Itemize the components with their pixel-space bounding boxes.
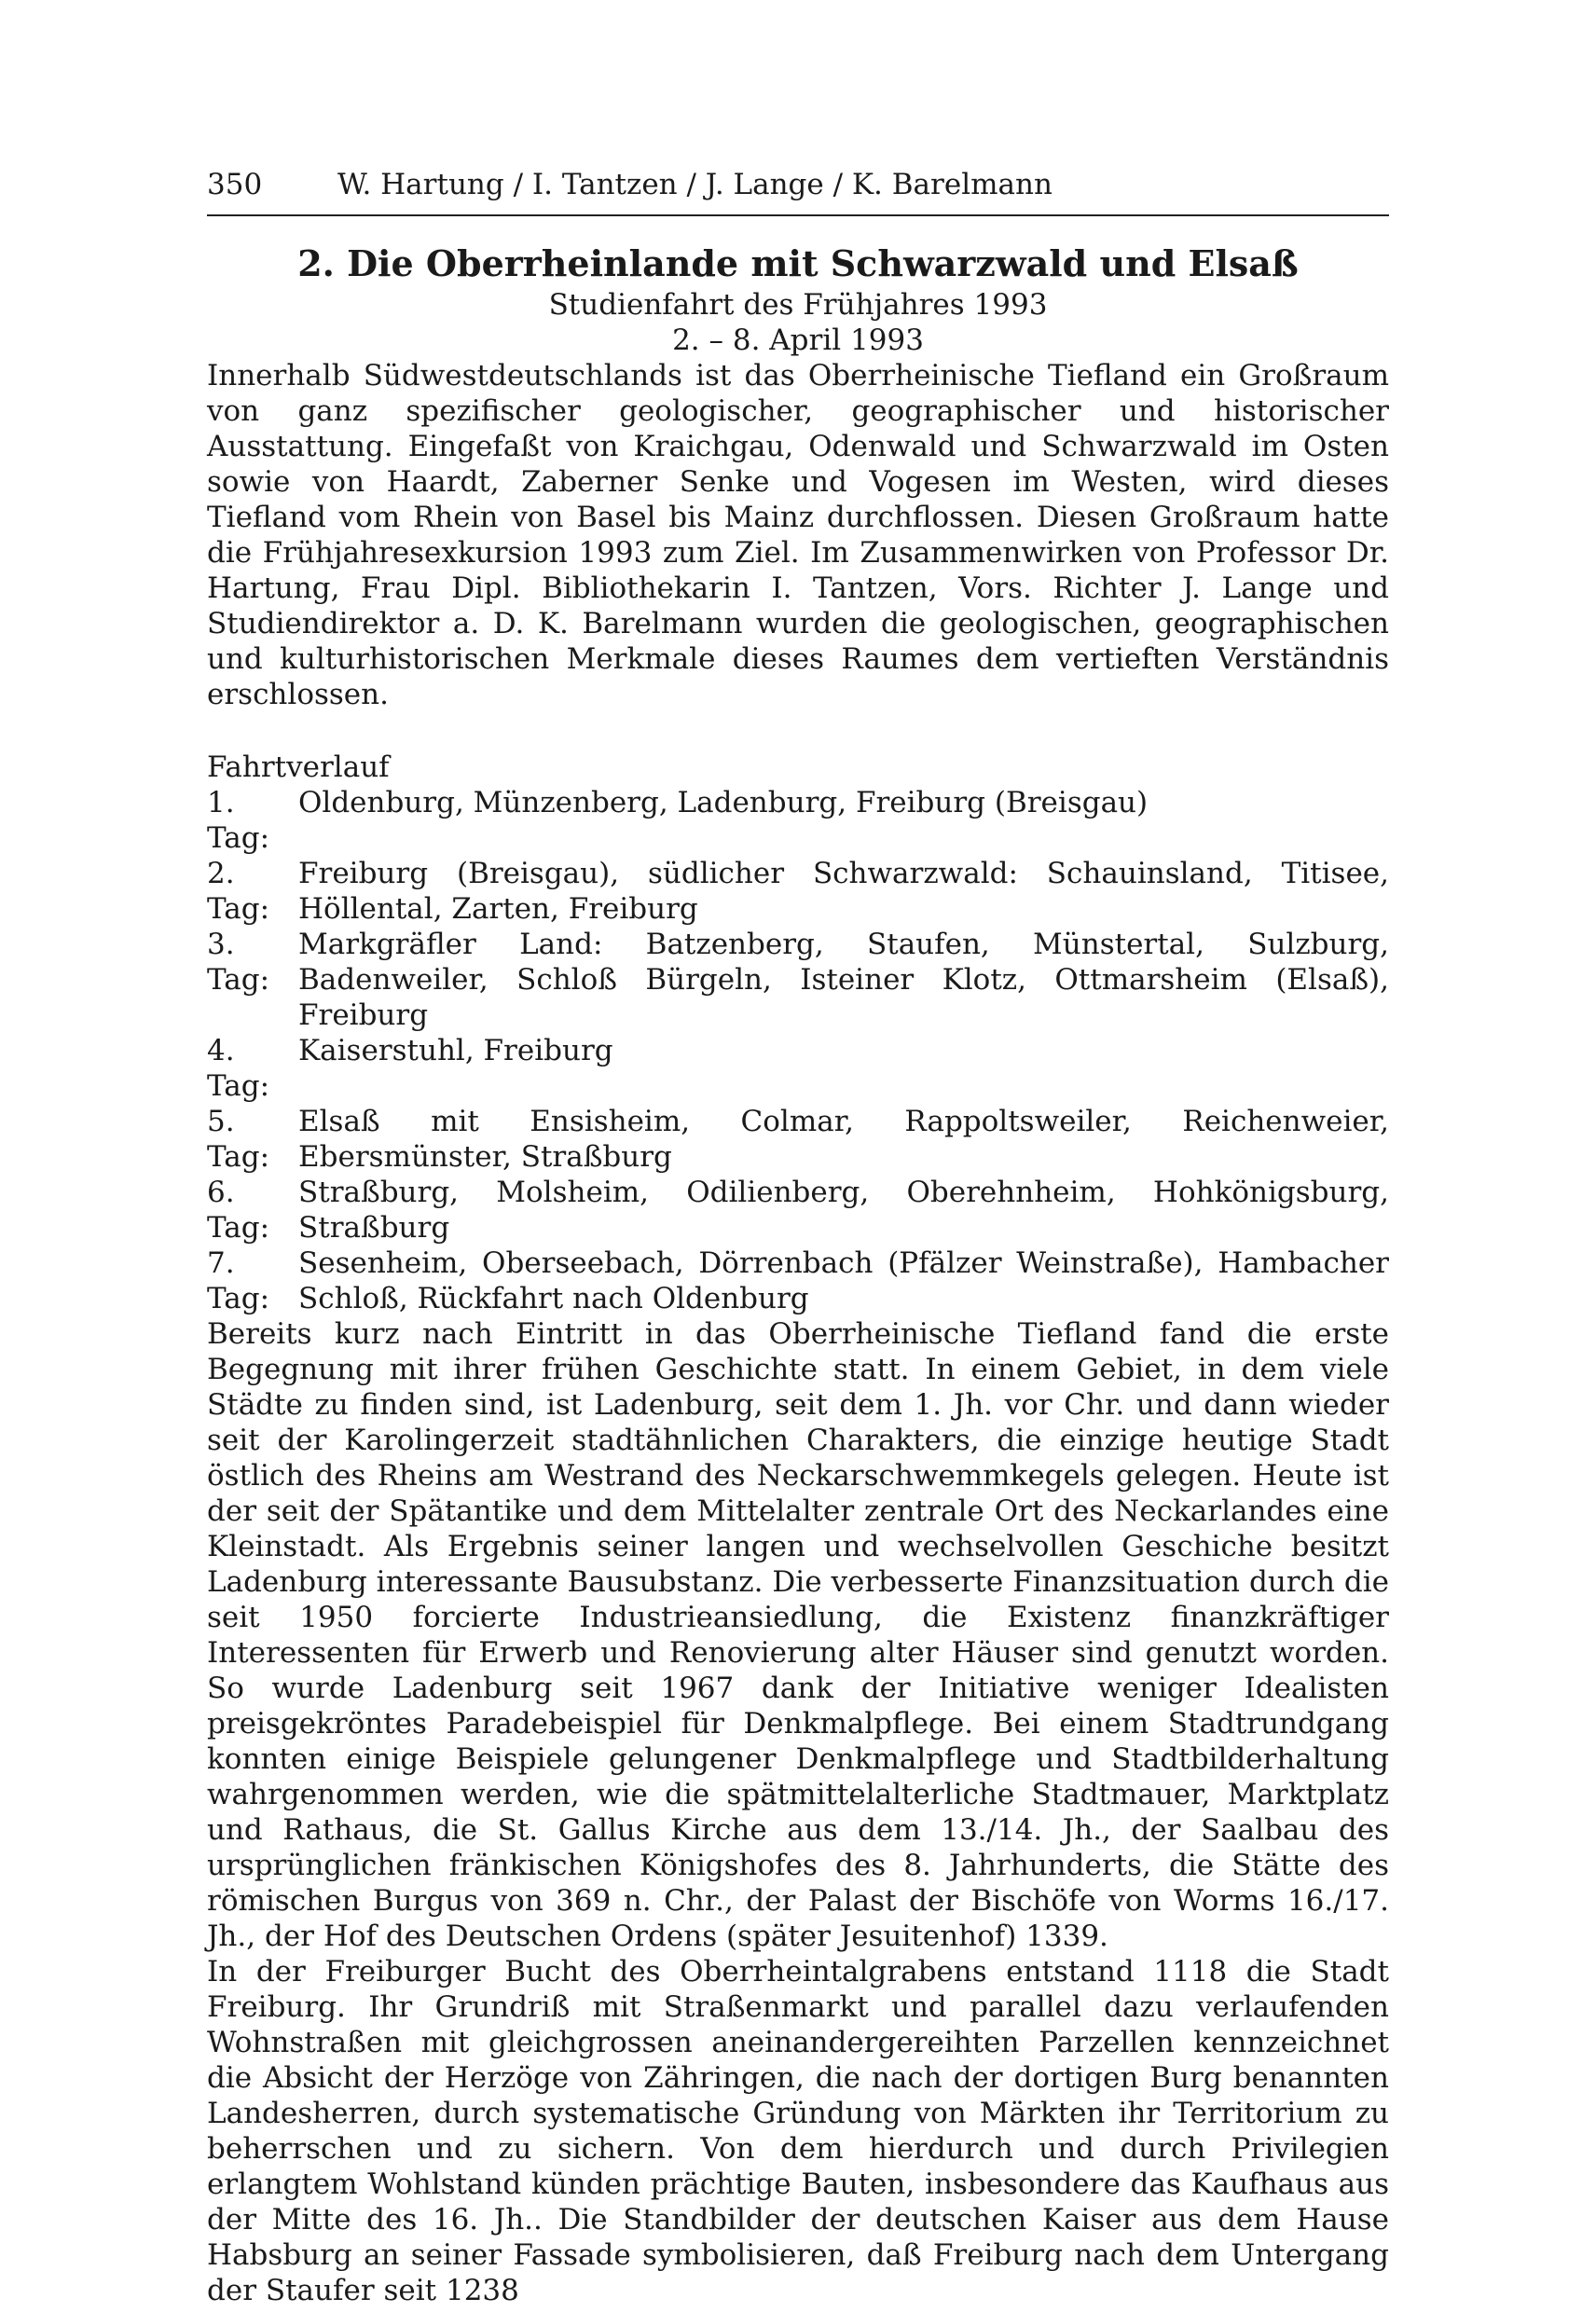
running-head (207, 166, 1389, 216)
itinerary-day (207, 927, 1389, 1033)
page-number: 350 (207, 168, 263, 201)
document-page (207, 166, 1389, 2308)
day-route: Markgräfler Land: Batzenberg, Staufen, Münstertal, Sulzburg, Badenweiler, Schloß Bürgeln, Isteiner Klotz, Ottmarsheim (Elsaß), Freiburg (298, 928, 1389, 1032)
itinerary-title: Fahrtverlauf (207, 750, 390, 784)
itinerary-day (207, 1033, 1389, 1104)
day-route: Kaiserstuhl, Freiburg (298, 1034, 613, 1067)
day-route: Sesenheim, Oberseebach, Dörrenbach (Pfälzer Weinstraße), Hambacher Schloß, Rückfahrt nach Oldenburg (298, 1246, 1389, 1315)
itinerary-day (207, 1245, 1389, 1316)
day-route: Freiburg (Breisgau), südlicher Schwarzwald: Schauinsland, Titisee, Höllental, Zarten, Freiburg (298, 857, 1389, 926)
day-route: Elsaß mit Ensisheim, Colmar, Rappoltsweiler, Reichenweier, Ebersmünster, Straßburg (298, 1105, 1389, 1174)
day-label: 6. Tag: (207, 1176, 270, 1245)
day-label: 7. Tag: (207, 1246, 270, 1315)
day-label: 1. Tag: (207, 786, 270, 855)
day-label: 4. Tag: (207, 1034, 270, 1103)
day-route: Oldenburg, Münzenberg, Ladenburg, Freiburg (Breisgau) (298, 786, 1149, 819)
section-dates: 2. – 8. April 1993 (672, 323, 924, 357)
itinerary (207, 750, 1389, 1316)
itinerary-day (207, 1175, 1389, 1245)
day-label: 2. Tag: (207, 857, 270, 926)
day-route: Straßburg, Molsheim, Odilienberg, Oberehnheim, Hohkönigsburg, Straßburg (298, 1176, 1389, 1245)
day-label: 5. Tag: (207, 1105, 270, 1174)
itinerary-day (207, 1104, 1389, 1175)
day-label: 3. Tag: (207, 928, 270, 997)
body-paragraph-ladenburg: Bereits kurz nach Eintritt in das Oberrheinische Tiefland fand die erste Begegnung mit ihrer frühen Geschichte statt. In einem Gebiet, in dem viele Städte zu finden sind, ist Ladenburg, seit dem 1. Jh. vor Chr. und dann wieder seit der Karolingerzeit stadtähnlichen Charakters, die einzige heutige Stadt östlich des Rheins am Westrand des Neckarschwemmkegels gelegen. Heute ist der seit der Spätantike und dem Mittelalter zentrale Ort des Neckarlandes eine Kleinstadt. Als Ergebnis seiner langen und wechselvollen Geschiche besitzt Ladenburg interessante Bausubstanz. Die verbesserte Finanzsituation durch die seit 1950 forcierte Industrieansiedlung, die Existenz finanzkräftiger Interessenten für Erwerb und Renovierung alter Häuser sind genutzt worden. So wurde Ladenburg seit 1967 dank der Initiative weniger Idealisten preisgekröntes Paradebeispiel für Denkmalpflege. Bei einem Stadtrundgang konnten einige Beispiele gelungener Denkmalpflege und Stadtbilderhaltung wahrgenommen werden, wie die spätmittelalterliche Stadtmauer, Marktplatz und Rathaus, die St. Gallus Kirche aus dem 13./14. Jh., der Saalbau des ursprünglichen fränkischen Königshofes des 8. Jahrhunderts, die Stätte des römischen Burgus von 369 n. Chr., der Palast der Bischöfe von Worms 16./17. Jh., der Hof des Deutschen Ordens (später Jesuitenhof) 1339. (207, 1317, 1389, 1953)
itinerary-day (207, 856, 1389, 927)
body-paragraph-freiburg: In der Freiburger Bucht des Oberrheintalgrabens entstand 1118 die Stadt Freiburg. Ihr Grundriß mit Straßenmarkt und parallel dazu verlaufenden Wohnstraßen mit gleichgrossen aneinandergereihten Parzellen kennzeichnet die Absicht der Herzöge von Zähringen, die nach der dortigen Burg benannten Landesherren, durch systematische Gründung von Märkten ihr Territorium zu beherrschen und zu sichern. Von dem hierdurch und durch Privilegien erlangtem Wohlstand künden prächtige Bauten, insbesondere das Kaufhaus aus der Mitte des 16. Jh.. Die Standbilder der deutschen Kaiser aus dem Hause Habsburg an seiner Fassade symbolisieren, daß Freiburg nach dem Untergang der Staufer seit 1238 (207, 1955, 1389, 2307)
section-heading (207, 241, 1389, 358)
section-title: 2. Die Oberrheinlande mit Schwarzwald und Elsaß (297, 242, 1299, 284)
intro-paragraph: Innerhalb Südwestdeutschlands ist das Oberrheinische Tiefland ein Großraum von ganz spezifischer geologischer, geographischer und historischer Ausstattung. Eingefaßt von Kraichgau, Odenwald und Schwarzwald im Osten sowie von Haardt, Zaberner Senke und Vogesen im Westen, wird dieses Tiefland vom Rhein von Basel bis Mainz durchflossen. Diesen Großraum hatte die Frühjahresexkursion 1993 zum Ziel. Im Zusammenwirken von Professor Dr. Hartung, Frau Dipl. Bibliothekarin I. Tantzen, Vors. Richter J. Lange und Studiendirektor a. D. K. Barelmann wurden die geologischen, geographischen und kulturhistorischen Merkmale dieses Raumes dem vertieften Verständnis erschlossen. (207, 359, 1389, 711)
running-head-authors: W. Hartung / I. Tantzen / J. Lange / K. Barelmann (337, 168, 1053, 201)
section-subtitle: Studienfahrt des Frühjahres 1993 (548, 288, 1048, 322)
itinerary-day (207, 785, 1389, 856)
